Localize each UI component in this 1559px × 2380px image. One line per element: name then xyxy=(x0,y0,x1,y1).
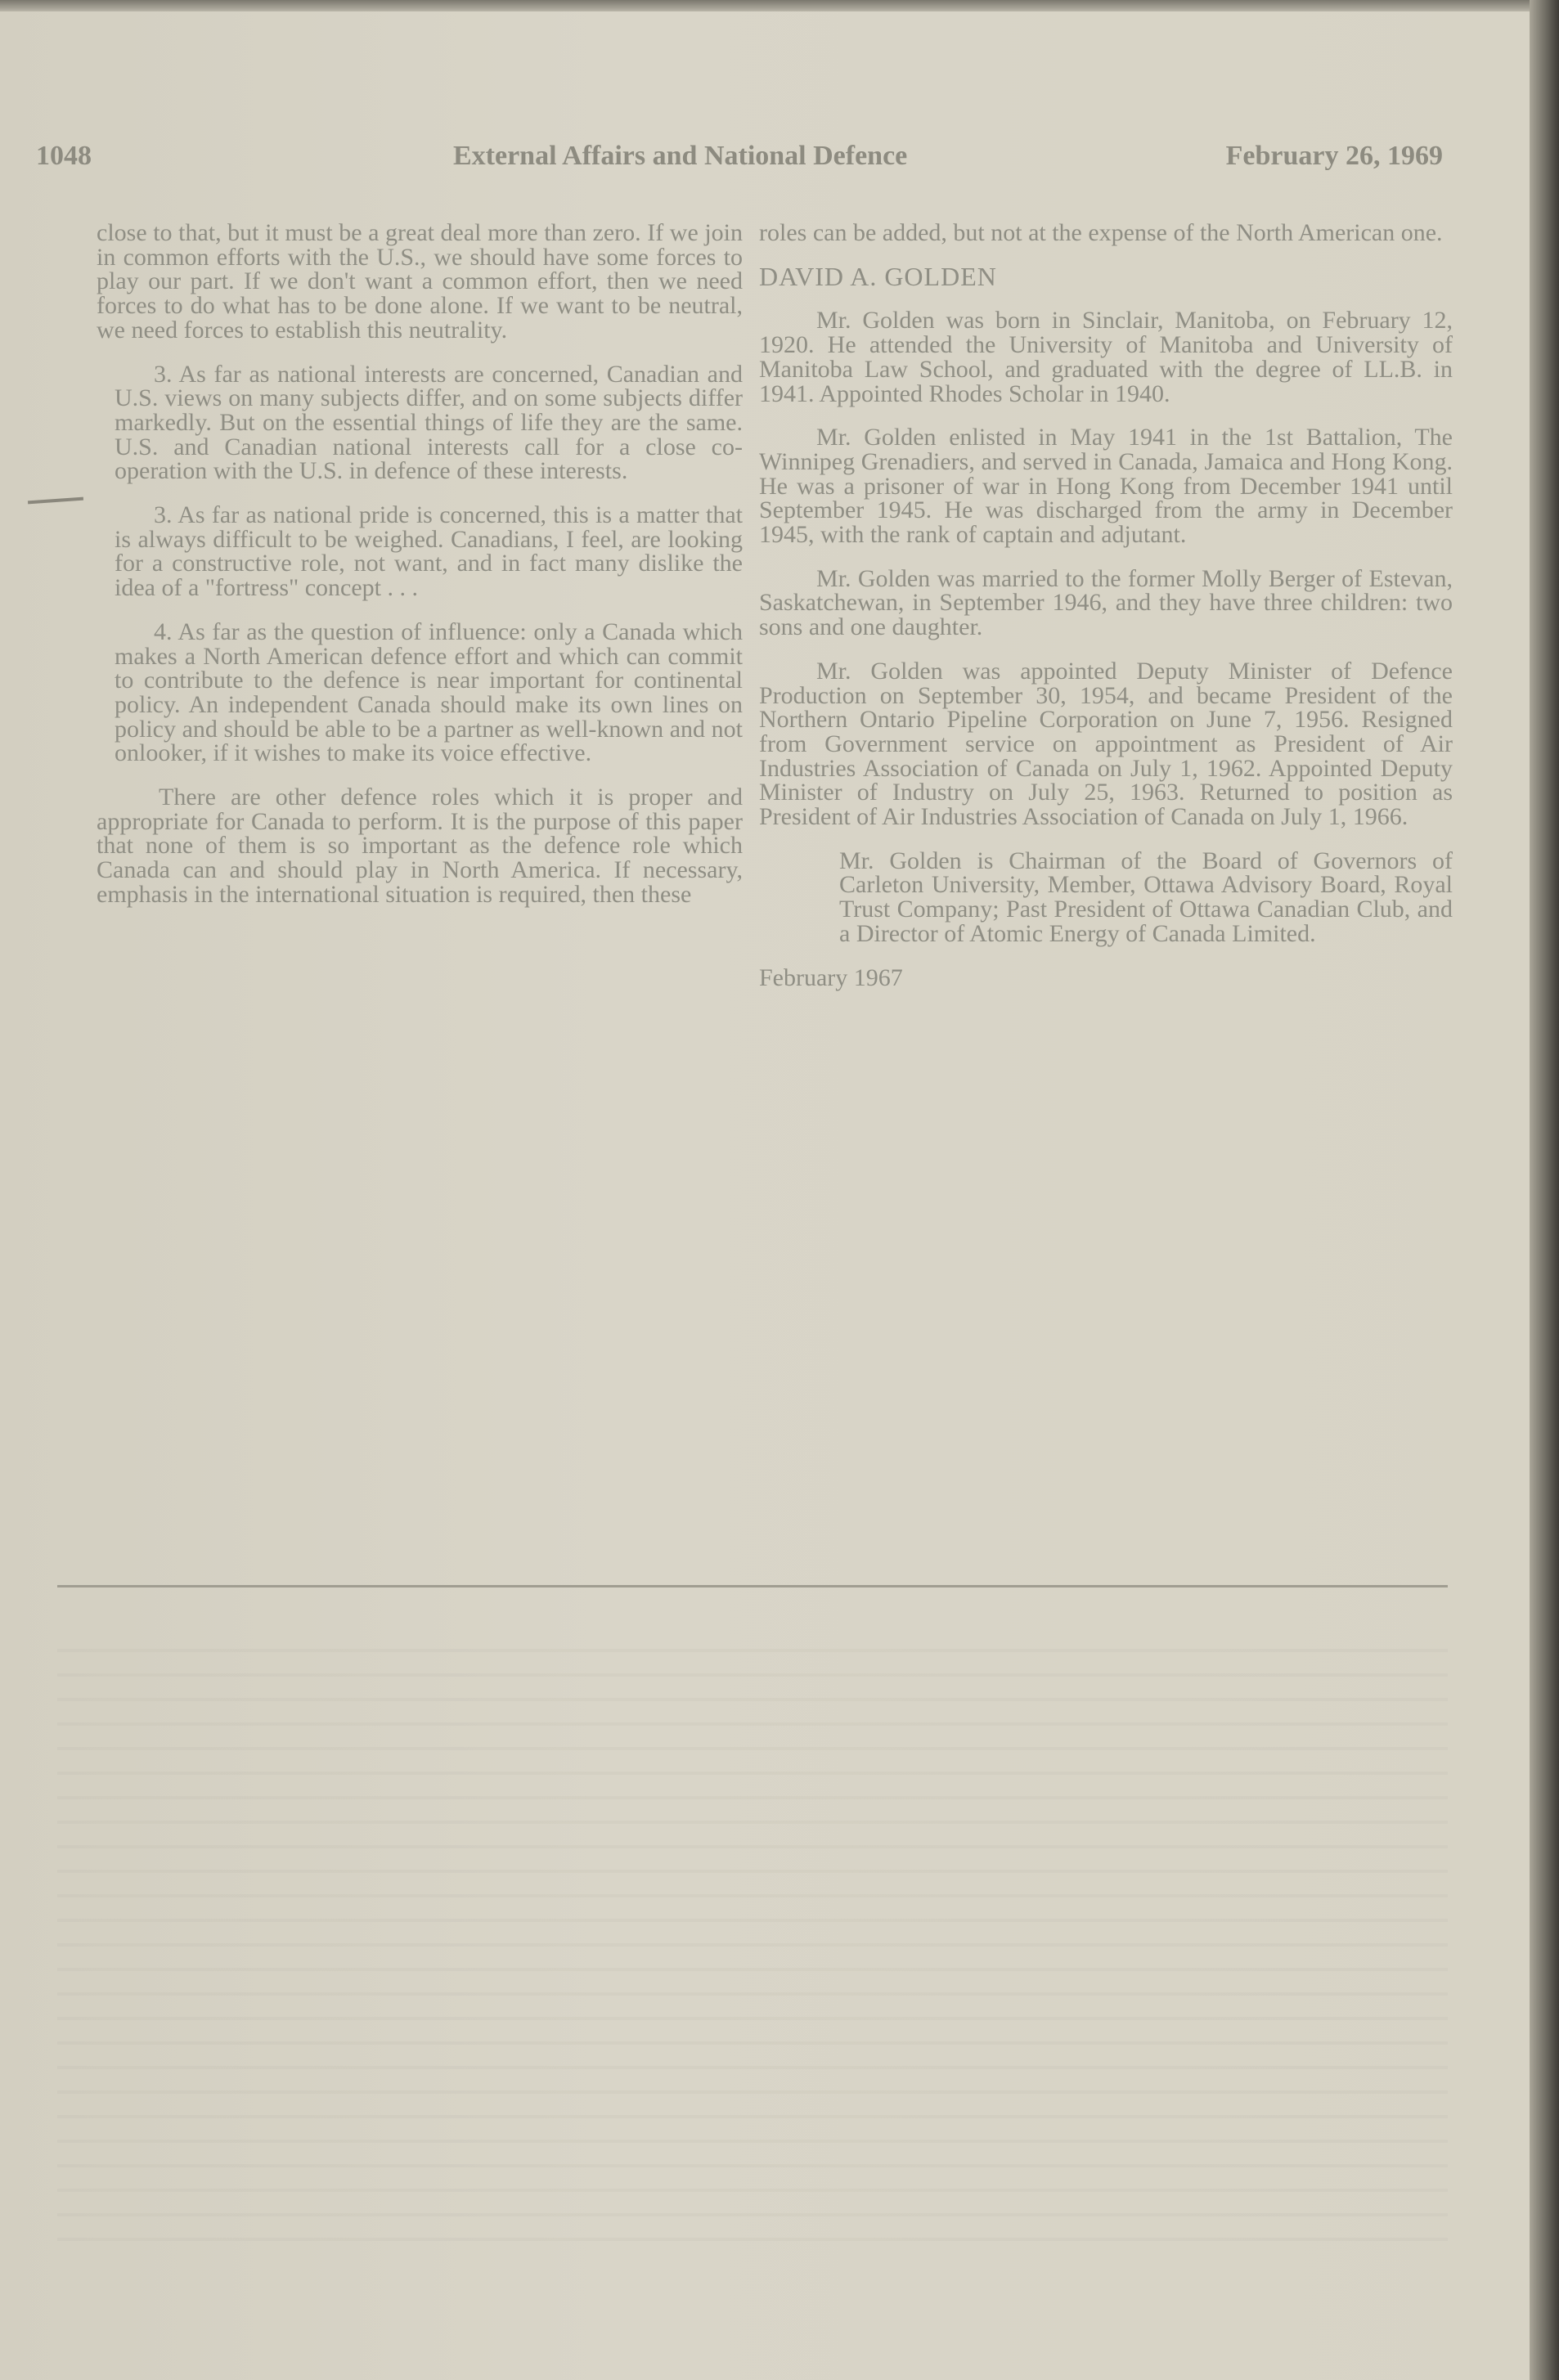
page-header xyxy=(36,141,1443,190)
paragraph-item-3b: 3. As far as national pride is concerned, this is a matter that is always difficult to be weighed. Canadians, I feel, are looking for a constructive role, not want, and in fact many dislike the idea of a "fortress" concept . . . xyxy=(115,501,743,602)
page-number: 1048 xyxy=(36,141,92,171)
biography-paragraph-1: Mr. Golden was born in Sinclair, Manitoba, on February 12, 1920. He attended the University of Manitoba and University of Manitoba Law School, and graduated with the degree of LL.B. in 1941. Appointed Rhodes Scholar in 1940. xyxy=(759,307,1453,407)
running-title: External Affairs and National Defence xyxy=(453,141,908,171)
paragraph-item-4: 4. As far as the question of influence: only a Canada which makes a North American defence effort and which can commit to contribute to the defence is near important for continental policy. An independent Canada should make its own lines on policy and should be able to be a partner as well-known and not onlooker, if it wishes to make its voice effective. xyxy=(115,617,743,767)
right-column xyxy=(759,221,1453,1009)
biography-heading: DAVID A. GOLDEN xyxy=(759,261,997,291)
biography-paragraph-3: Mr. Golden was married to the former Molly Berger of Estevan, Saskatchewan, in September 1946, and they have three children: two sons and one daughter. xyxy=(759,564,1453,641)
paragraph-item-3: 3. As far as national interests are concerned, Canadian and U.S. views on many subjects differ, and on some subjects differ markedly. But on the essential things of life they are the same. U.S. and Canadian national interests call for a close co-operation with the U.S. in defence of these interests. xyxy=(115,360,743,485)
paragraph-final: There are other defence roles which it is proper and appropriate for Canada to perform. It is the purpose of this paper that none of them is so important as the defence role which Canada can and should play in North America. If necessary, emphasis in the international situation is required, then these xyxy=(97,784,743,908)
paragraph-continuation: close to that, but it must be a great deal more than zero. If we join in common efforts with the U.S., we should have some forces to play our part. If we don't want a common effort, then we need forces to do what has to be done alone. If we want to be neutral, we need forces to establish this neutrality. xyxy=(97,219,743,344)
paragraph-continuation-right: roles can be added, but not at the expense of the North American one. xyxy=(759,219,1443,246)
scan-top-edge xyxy=(0,0,1530,11)
biography-paragraph-4: Mr. Golden was appointed Deputy Minister of Defence Production on September 30, 1954, and became President of the Northern Ontario Pipeline Corporation on June 7, 1956. Resigned from Government service on appointment as President of Air Industries Association of Canada on July 1, 1962. Appointed Deputy Minister of Industry on July 25, 1963. Returned to position as President of Air Industries Association of Canada on July 1, 1966. xyxy=(759,657,1453,831)
scan-right-edge xyxy=(1530,0,1559,2380)
header-date: February 26, 1969 xyxy=(1225,141,1443,171)
biography-paragraph-5: Mr. Golden is Chairman of the Board of Governors of Carleton University, Member, Ottawa Advisory Board, Royal Trust Company; Past President of Ottawa Canadian Club, and a Director of Atomic Energy of Canada Limited. xyxy=(839,846,1453,947)
signoff-date: February 1967 xyxy=(759,963,903,991)
biography-paragraph-2: Mr. Golden enlisted in May 1941 in the 1st Battalion, The Winnipeg Grenadiers, and served in Canada, Jamaica and Hong Kong. He was a prisoner of war in Hong Kong from December 1941 until September 1945. He was discharged from the army in December 1945, with the rank of captain and adjutant. xyxy=(759,424,1453,549)
margin-mark xyxy=(28,497,83,505)
bleed-through-area xyxy=(57,1628,1448,2249)
horizontal-rule xyxy=(57,1585,1448,1587)
left-column xyxy=(97,221,743,927)
